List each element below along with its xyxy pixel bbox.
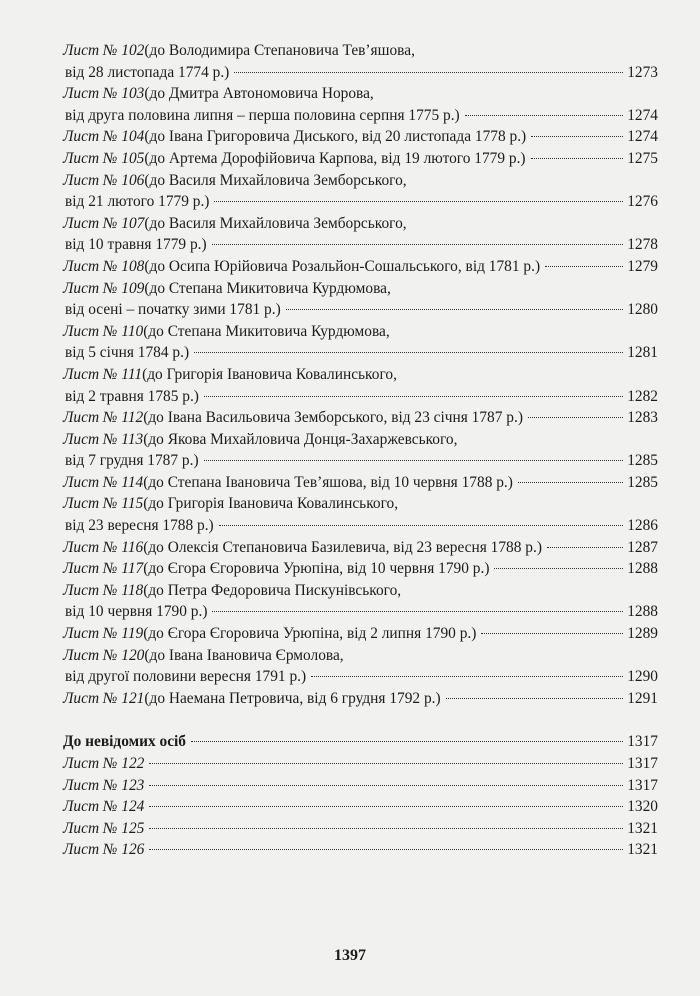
dot-leader [191, 741, 623, 742]
letter-recipient: (до Івана Васильовича Земборського, від 23 січня 1787 р.) [143, 409, 523, 427]
dot-leader [531, 158, 624, 159]
dot-leader [204, 396, 623, 397]
letter-number: Лист № 105 [63, 149, 145, 167]
toc-entry [63, 623, 658, 645]
dot-leader [545, 266, 623, 267]
entry-line [63, 213, 658, 235]
letter-recipient: (до Артема Дорофійовича Карпова, від 19 лютого 1779 р.) [144, 149, 526, 167]
dot-leader [531, 136, 623, 137]
entry-line [63, 645, 658, 667]
dot-leader [204, 460, 624, 461]
section-page: 1317 [627, 733, 658, 751]
toc-entry [63, 839, 658, 861]
letter-number: Лист № 117 [63, 560, 144, 578]
entry-line [63, 256, 658, 278]
letter-number: Лист № 124 [63, 798, 145, 816]
entry-line [63, 364, 658, 386]
letter-recipient: (до Григорія Івановича Ковалинського, [142, 365, 397, 383]
entry-line [63, 148, 658, 170]
toc-entry [63, 688, 658, 710]
letter-number: Лист № 114 [63, 473, 144, 491]
letter-date: від 7 грудня 1787 р.) [65, 452, 199, 470]
dot-leader [212, 244, 624, 245]
dot-leader [149, 806, 623, 807]
letter-recipient: (до Наемана Петровича, від 6 грудня 1792 р.) [144, 689, 441, 707]
entry-line [63, 170, 658, 192]
entry-line [63, 278, 658, 300]
section-title: До невідомих осіб [63, 733, 186, 751]
letter-recipient: (до Петра Федоровича Пискунівського, [143, 581, 402, 599]
toc-entry [63, 256, 658, 278]
letter-recipient: (до Єгора Єгоровича Урюпіна, від 10 червня 1790 р.) [143, 560, 490, 578]
letter-recipient: (до Василя Михайловича Земборського, [144, 171, 407, 189]
letter-date: від друга половина липня – перша половина серпня 1775 р.) [65, 106, 460, 124]
entry-continuation-line [63, 601, 658, 623]
entry-line [63, 83, 658, 105]
entry-page: 1282 [627, 387, 658, 405]
entry-line [63, 126, 658, 148]
entry-line [63, 40, 658, 62]
table-of-contents [63, 40, 658, 861]
letter-number: Лист № 107 [63, 214, 145, 232]
entry-continuation-line [63, 191, 658, 213]
entry-page: 1321 [627, 841, 658, 859]
dot-leader [446, 698, 624, 699]
letter-recipient: (до Осипа Юрійовича Розальйон-Сошальського, від 1781 р.) [144, 257, 541, 275]
entry-page: 1274 [627, 106, 658, 124]
dot-leader [194, 352, 623, 353]
letter-number: Лист № 109 [63, 279, 145, 297]
entry-continuation-line [63, 299, 658, 321]
toc-entry [63, 407, 658, 429]
letter-date: від 10 травня 1779 р.) [65, 236, 207, 254]
entry-continuation-line [63, 386, 658, 408]
toc-entry [63, 818, 658, 840]
letter-recipient: (до Дмитра Автономовича Норова, [144, 85, 374, 103]
entry-line [63, 537, 658, 559]
entry-page: 1273 [627, 63, 658, 81]
letter-recipient: (до Володимира Степановича Тев’яшова, [144, 42, 415, 59]
letter-number: Лист № 116 [63, 538, 144, 556]
entry-page: 1280 [627, 301, 658, 319]
letter-date: від 28 листопада 1774 р.) [65, 63, 230, 81]
letter-recipient: (до Єгора Єгоровича Урюпіна, від 2 липня 1790 р.) [143, 625, 477, 643]
letter-number: Лист № 126 [63, 841, 145, 859]
entry-page: 1320 [627, 798, 658, 816]
letter-number: Лист № 110 [63, 322, 144, 340]
toc-entry [63, 558, 658, 580]
toc-entry [63, 40, 658, 83]
entry-page: 1291 [627, 689, 658, 707]
entry-line [63, 429, 658, 451]
letter-date: від 5 січня 1784 р.) [65, 344, 190, 362]
toc-entry [63, 472, 658, 494]
dot-leader [234, 72, 623, 73]
dot-leader [219, 525, 624, 526]
letter-number: Лист № 120 [63, 646, 145, 664]
section-unknown-persons [63, 731, 658, 753]
letter-number: Лист № 102 [63, 42, 145, 59]
letter-number: Лист № 121 [63, 689, 145, 707]
entry-page: 1290 [627, 668, 658, 686]
entry-page: 1288 [627, 560, 658, 578]
entry-line [63, 580, 658, 602]
entry-continuation-line [63, 342, 658, 364]
letter-number: Лист № 123 [63, 776, 145, 794]
letter-number: Лист № 106 [63, 171, 145, 189]
toc-entry [63, 321, 658, 364]
toc-entry [63, 170, 658, 213]
letter-date: від 21 лютого 1779 р.) [65, 193, 210, 211]
page-number: 1397 [334, 947, 366, 964]
entry-page: 1283 [627, 409, 658, 427]
letter-recipient: (до Олексія Степановича Базилевича, від 23 вересня 1788 р.) [143, 538, 542, 556]
entry-page: 1278 [627, 236, 658, 254]
letter-number: Лист № 108 [63, 257, 145, 275]
entry-continuation-line [63, 62, 658, 84]
letter-number: Лист № 115 [63, 495, 144, 513]
toc-entry [63, 580, 658, 623]
letter-date: від другої половини вересня 1791 р.) [65, 668, 307, 686]
dot-leader [547, 547, 623, 548]
toc-entry [63, 429, 658, 472]
letter-date: від 2 травня 1785 р.) [65, 387, 199, 405]
letter-date: від осені – початку зими 1781 р.) [65, 301, 281, 319]
entry-continuation-line [63, 515, 658, 537]
letter-number: Лист № 125 [63, 819, 145, 837]
entry-page: 1276 [627, 193, 658, 211]
entry-page: 1321 [627, 819, 658, 837]
dot-leader [214, 201, 623, 202]
letter-date: від 23 вересня 1788 р.) [65, 517, 214, 535]
dot-leader [149, 849, 623, 850]
entry-page: 1286 [627, 517, 658, 535]
entry-page: 1317 [627, 755, 658, 772]
toc-entry [63, 645, 658, 688]
letter-recipient: (до Степана Микитовича Курдюмова, [143, 322, 390, 340]
entry-page: 1274 [627, 128, 658, 146]
entry-page: 1285 [627, 473, 658, 491]
letter-recipient: (до Івана Григоровича Диського, від 20 листопада 1778 р.) [144, 128, 527, 146]
letter-number: Лист № 111 [63, 365, 143, 383]
letter-number: Лист № 113 [63, 430, 144, 448]
dot-leader [286, 309, 623, 310]
toc-entry [63, 753, 658, 775]
entry-line [63, 558, 658, 580]
dot-leader [518, 482, 623, 483]
toc-entry [63, 278, 658, 321]
entry-page: 1289 [627, 625, 658, 643]
entry-line [63, 472, 658, 494]
dot-leader [149, 828, 623, 829]
dot-leader [149, 785, 623, 786]
letters-list [63, 40, 658, 709]
letter-number: Лист № 119 [63, 625, 144, 643]
toc-entry [63, 537, 658, 559]
entry-page: 1275 [627, 149, 658, 167]
toc-entry [63, 83, 658, 126]
entry-line [63, 321, 658, 343]
toc-entry [63, 493, 658, 536]
letter-number: Лист № 103 [63, 85, 145, 103]
dot-leader [528, 417, 623, 418]
entry-page: 1281 [627, 344, 658, 362]
letter-number: Лист № 104 [63, 128, 145, 146]
entry-continuation-line [63, 666, 658, 688]
toc-entry [63, 213, 658, 256]
dot-leader [311, 676, 623, 677]
letter-number: Лист № 118 [63, 581, 144, 599]
unknown-letters-list [63, 753, 658, 861]
toc-entry [63, 775, 658, 797]
entry-page: 1317 [627, 776, 658, 794]
letter-recipient: (до Івана Івановича Єрмолова, [144, 646, 344, 664]
entry-page: 1285 [627, 452, 658, 470]
toc-entry [63, 796, 658, 818]
entry-page: 1287 [627, 538, 658, 556]
letter-number: Лист № 112 [63, 409, 144, 427]
entry-line [63, 623, 658, 645]
letter-recipient: (до Григорія Івановича Ковалинського, [143, 495, 399, 513]
entry-continuation-line [63, 450, 658, 472]
dot-leader [212, 611, 623, 612]
toc-entry [63, 126, 658, 148]
entry-continuation-line [63, 234, 658, 256]
letter-recipient: (до Василя Михайловича Земборського, [144, 214, 407, 232]
dot-leader [481, 633, 623, 634]
entry-line [63, 407, 658, 429]
toc-entry [63, 364, 658, 407]
letter-recipient: (до Якова Михайловича Донця-Захаржевського, [143, 430, 458, 448]
entry-line [63, 493, 658, 515]
letter-recipient: (до Степана Івановича Тев’яшова, від 10 червня 1788 р.) [143, 473, 513, 491]
letter-date: від 10 червня 1790 р.) [65, 603, 208, 621]
toc-entry [63, 148, 658, 170]
letter-number: Лист № 122 [63, 755, 145, 772]
entry-continuation-line [63, 105, 658, 127]
dot-leader [494, 568, 623, 569]
dot-leader [149, 763, 623, 764]
entry-line [63, 688, 658, 710]
entry-page: 1279 [627, 257, 658, 275]
dot-leader [465, 115, 624, 116]
letter-recipient: (до Степана Микитовича Курдюмова, [144, 279, 391, 297]
entry-page: 1288 [627, 603, 658, 621]
